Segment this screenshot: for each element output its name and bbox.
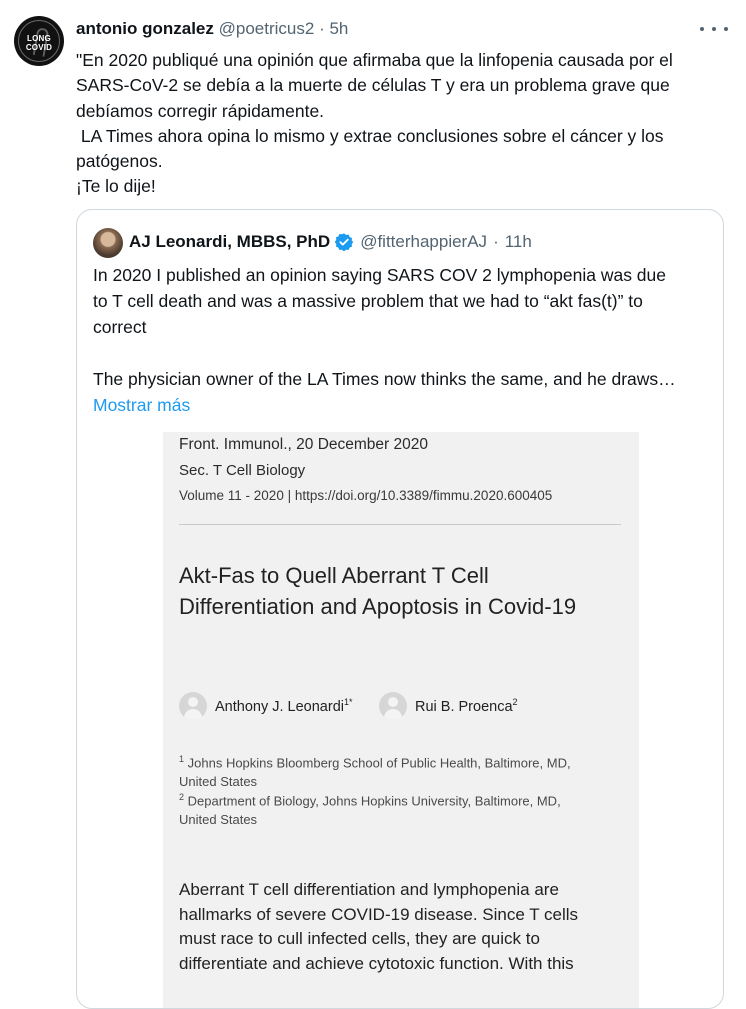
- affiliation-sup: 1: [179, 754, 185, 764]
- more-options-button[interactable]: [700, 20, 728, 38]
- quoted-text-line: In 2020 I published an opinion saying SARS COV 2 lymphopenia was due: [93, 265, 667, 285]
- quoted-tweet-text: [93, 262, 713, 418]
- more-horizontal-icon: [700, 27, 704, 31]
- quoted-text-line: correct: [93, 317, 147, 337]
- quoted-author-handle[interactable]: @fitterhappierAJ: [360, 232, 488, 251]
- author-avatar[interactable]: [14, 16, 64, 66]
- paper-author-sup: 2: [512, 697, 518, 707]
- paper-journal: Front. Immunol., 20 December 2020: [179, 436, 428, 453]
- tweet-timestamp[interactable]: 5h: [329, 19, 349, 38]
- quoted-tweet-header: [129, 230, 532, 254]
- show-more-link[interactable]: Mostrar más: [93, 395, 191, 415]
- tweet-text-line: LA Times ahora opina lo mismo y extrae conclusiones sobre el cáncer y los: [76, 125, 664, 146]
- paper-title-line: Differentiation and Apoptosis in Covid-19: [179, 594, 577, 619]
- affiliation-sup: 2: [179, 792, 185, 802]
- quoted-tweet-timestamp[interactable]: 11h: [504, 232, 532, 251]
- paper-volume: Volume 11 - 2020 | https://doi.org/10.3389/fimmu.2020.600405: [179, 488, 553, 503]
- quoted-tweet[interactable]: [76, 209, 724, 1009]
- quoted-author-name[interactable]: AJ Leonardi, MBBS, PhD: [129, 232, 331, 251]
- more-horizontal-icon: [712, 27, 716, 31]
- author-name[interactable]: antonio gonzalez: [76, 19, 214, 38]
- quoted-text-line: The physician owner of the LA Times now thinks the same, and he draws…: [93, 369, 676, 389]
- paper-divider: [179, 524, 621, 525]
- tweet-text-line: ¡Te lo dije!: [76, 176, 156, 197]
- quoted-text-line: to T cell death and was a massive problem that we had to “akt fas(t)” to: [93, 291, 643, 311]
- abstract-line: Aberrant T cell differentiation and lymphopenia are: [179, 880, 559, 899]
- paper-author-sup: 1*: [343, 697, 353, 707]
- tweet-text: [76, 48, 732, 200]
- paper-affiliation: [179, 788, 619, 829]
- more-horizontal-icon: [724, 27, 728, 31]
- affiliation-line: United States: [179, 774, 258, 790]
- paper-affiliation: [179, 750, 619, 791]
- avatar-text-covid: COVID: [25, 43, 53, 52]
- quoted-author-avatar[interactable]: [93, 228, 123, 258]
- tweet-text-line: debíamos corregir rápidamente.: [76, 100, 325, 121]
- tweet-text-line: "En 2020 publiqué una opinión que afirmaba que la linfopenia causada por el: [76, 50, 673, 70]
- avatar-text-long: LONG: [27, 34, 51, 43]
- paper-author-name: Rui B. Proenca: [415, 698, 513, 715]
- affiliation-line: United States: [179, 812, 258, 828]
- paper-author-name: Anthony J. Leonardi: [215, 698, 344, 715]
- affiliation-line: Johns Hopkins Bloomberg School of Public Health, Baltimore, MD,: [187, 755, 571, 771]
- author-handle[interactable]: @poetricus2: [218, 19, 315, 38]
- paper-author: [215, 697, 353, 715]
- paper-section: Sec. T Cell Biology: [179, 462, 306, 479]
- abstract-line: differentiate and achieve cytotoxic function. With this: [179, 953, 574, 973]
- affiliation-line: Department of Biology, Johns Hopkins University, Baltimore, MD,: [187, 793, 561, 809]
- tweet-text-line: SARS-CoV-2 se debía a la muerte de células T y era un problema grave que: [76, 75, 670, 96]
- quoted-header-separator: ·: [493, 232, 499, 251]
- header-separator: ·: [319, 19, 325, 38]
- tweet-text-line: patógenos.: [76, 151, 163, 172]
- quoted-text-line: [93, 340, 713, 366]
- abstract-line: hallmarks of severe COVID-19 disease. Since T cells: [179, 904, 579, 924]
- paper-abstract: [179, 878, 629, 976]
- author-person-icon: [179, 692, 207, 720]
- paper-author: [415, 697, 518, 715]
- paper-title-line: Akt-Fas to Quell Aberrant T Cell: [179, 563, 489, 588]
- paper-title: [179, 560, 619, 622]
- tweet-header: [76, 18, 348, 40]
- abstract-line: must race to cull infected cells, they are quick to: [179, 929, 540, 948]
- author-person-icon: [379, 692, 407, 720]
- paper-screenshot-image[interactable]: [163, 432, 639, 1009]
- verified-badge-icon: [334, 232, 354, 252]
